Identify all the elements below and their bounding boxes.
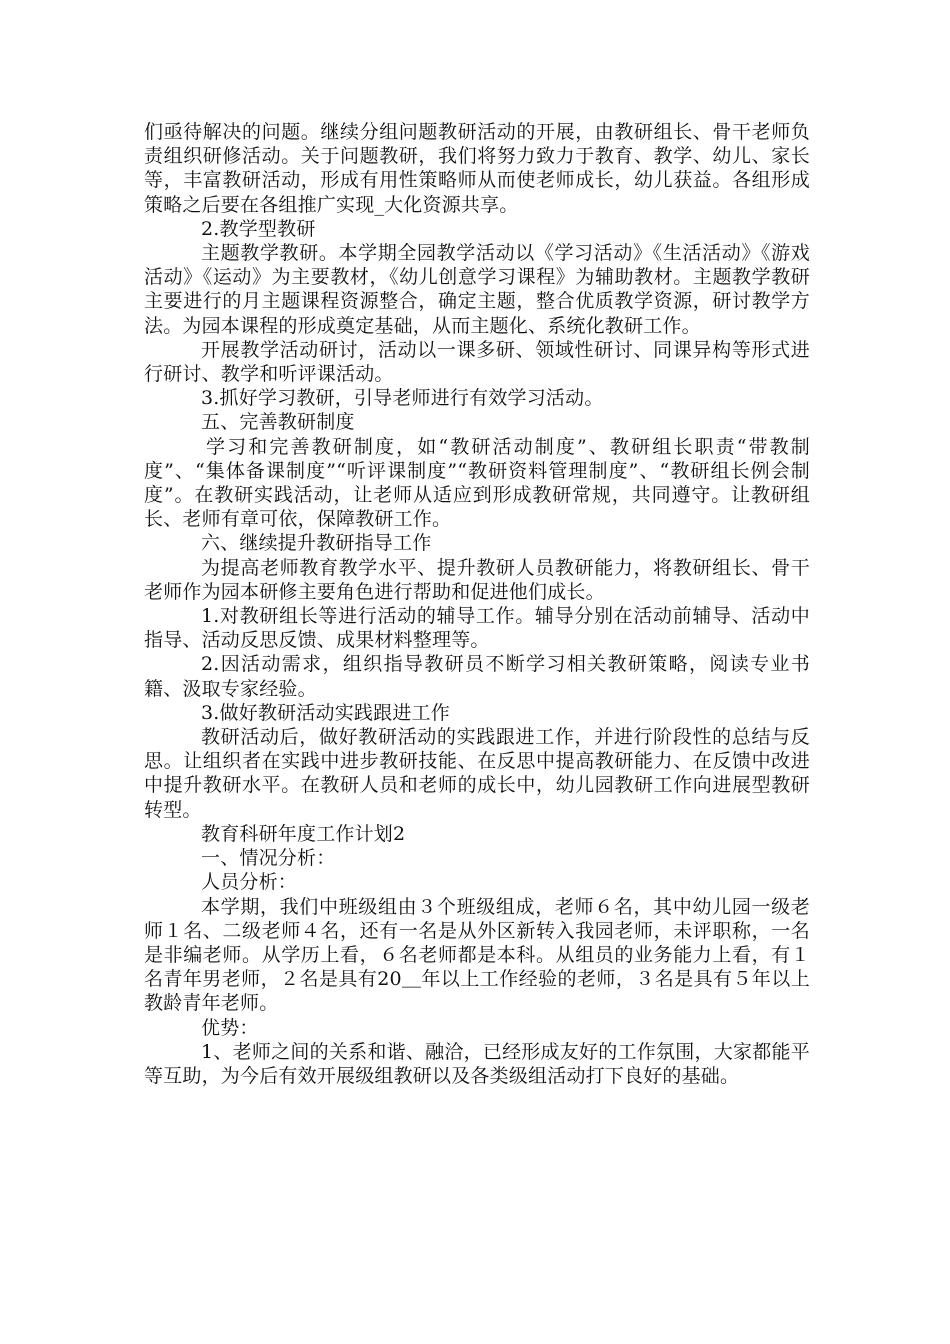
paragraph-personnel: 本学期，我们中班级组由３个班级组成，老师６名，其中幼儿园一级老师１名、二级老师４名，还有一名是从外区新转入我园老师，未评职称，一名是非编老师。从学历上看，６名老师都是本科。从组员的业务能力上看，有１名青年男老师，２名是具有20＿年以上工作经验的老师，３名是具有５年以上教龄青年老师。 bbox=[144, 895, 810, 1015]
paragraph-improve-teachers: 为提高老师教育教学水平、提升教研人员教研能力，将教研组长、骨干老师作为园本研修主要角色进行帮助和促进他们成长。 bbox=[144, 556, 810, 603]
paragraph-teaching-activities: 开展教学活动研讨，活动以一课多研、领域性研讨、同课异构等形式进行研讨、教学和听评课活动。 bbox=[144, 338, 810, 386]
paragraph-problem-research: 们亟待解决的问题。继续分组问题教研活动的开展，由教研组长、骨干老师负责组织研修活动。关于问题教研，我们将努力致力于教育、教学、幼儿、家长等，丰富教研活动，形成有用性策略师从而使老师成长，幼儿获益。各组形成策略之后要在各组推广实现_大化资源共享。 bbox=[144, 121, 810, 216]
heading-section-five: 五、完善教研制度 bbox=[201, 411, 355, 434]
paragraph-theme-teaching: 主题教学教研。本学期全园教学活动以《学习活动》《生活活动》《游戏活动》《运动》为主要教材，《幼儿创意学习课程》为辅助教材。主题教学教研主要进行的月主题课程资源整合，确定主题，整合优质教学资源，研讨教学方法。为园本课程的形成奠定基础，从而主题化、系统化教研工作。 bbox=[144, 242, 810, 337]
heading-learning-research: 3.抓好学习教研，引导老师进行有效学习活动。 bbox=[201, 387, 604, 410]
paragraph-item-1: 1.对教研组长等进行活动的辅导工作。辅导分别在活动前辅导、活动中指导、活动反思反馈、成果材料整理等。 bbox=[144, 605, 810, 652]
paragraph-advantage-1: 1、老师之间的关系和谐、融洽，已经形成友好的工作氛围，大家都能平等互助，为今后有效开展级组教研以及各类级组活动打下良好的基础。 bbox=[144, 1040, 810, 1087]
heading-plan-2: 教育科研年度工作计划2 bbox=[201, 822, 406, 845]
paragraph-item-2: 2.因活动需求，组织指导教研员不断学习相关教研策略，阅读专业书籍、汲取专家经验。 bbox=[144, 653, 810, 700]
paragraph-follow-up: 教研活动后，做好教研活动的实践跟进工作，并进行阶段性的总结与反思。让组织者在实践中进步教研技能、在反思中提高教研能力、在反馈中改进中提升教研水平。在教研人员和老师的成长中，幼儿园教研工作向进展型教研转型。 bbox=[144, 726, 810, 821]
heading-advantages: 优势： bbox=[201, 1016, 259, 1039]
document-body bbox=[144, 120, 810, 1088]
heading-teaching-research: 2.教学型教研 bbox=[201, 217, 316, 240]
paragraph-research-system: 学习和完善教研制度，如“教研活动制度”、教研组长职责“带教制度”、“集体备课制度”“听评课制度”“教研资料管理制度”、“教研组长例会制度”。在教研实践活动，让老师从适应到形成教研常规，共同遵守。让教研组长、老师有章可依，保障教研工作。 bbox=[144, 435, 810, 531]
heading-section-six: 六、继续提升教研指导工作 bbox=[201, 532, 432, 555]
heading-situation-analysis: 一、情况分析： bbox=[201, 847, 336, 870]
heading-personnel-analysis: 人员分析： bbox=[201, 871, 298, 894]
heading-item-3: 3.做好教研活动实践跟进工作 bbox=[201, 701, 450, 724]
